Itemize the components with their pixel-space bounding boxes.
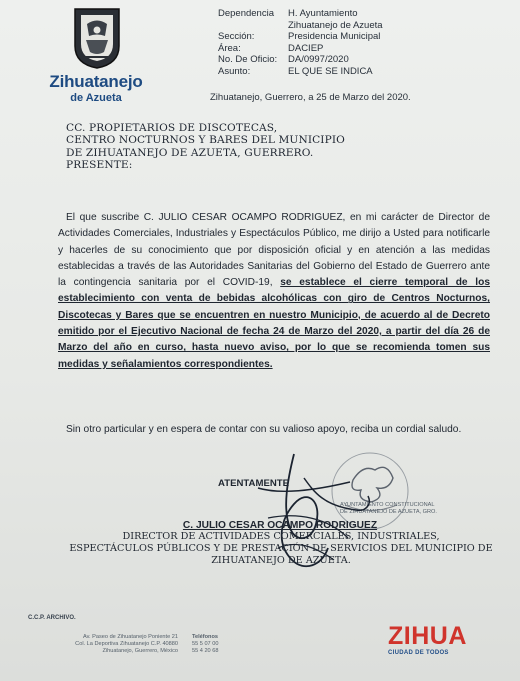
- brand-tagline: CIUDAD DE TODOS: [388, 650, 449, 656]
- header-row: [218, 66, 498, 78]
- header-label: Asunto:: [218, 65, 251, 77]
- signer-title-line: ESPECTÁCULOS PÚBLICOS Y DE PRESTACIÓN DE SERVICIOS DEL MUNICIPIO DE: [69, 543, 493, 554]
- signer-name: C. JULIO CESAR OCAMPO RODRIGUEZ: [182, 520, 378, 531]
- addressee-line: CENTRO NOCTURNOS Y BARES DEL MUNICIPIO: [66, 134, 345, 147]
- closing-salutation: ATENTAMENTE: [218, 478, 290, 489]
- letter-header: [218, 8, 498, 78]
- signer-title-line: DIRECTOR DE ACTIVIDADES COMERCIALES, INDUSTRIALES,: [122, 531, 440, 542]
- body-text-emphasis: se establece el cierre temporal de los establecimiento con venta de bebidas alcohólicas con giro de Centros Nocturnos, Discotecas y Bares que se encuentren en nuestro Municipio, de acuerdo al de Decreto emitido por el Ejecutivo Nacional de fecha 24 de Marzo del 2020, a partir del día 26 de Marzo del año en curso, hasta nuevo aviso, por lo que se recomienda tomen sus medidas y señalamientos correspondientes.: [58, 277, 490, 370]
- address-line: Col. La Deportiva Zihuatanejo C.P. 40880: [75, 641, 178, 648]
- phone-number: 55 4 20 68: [192, 648, 219, 655]
- signer-title: [66, 531, 496, 567]
- header-label: Dependencia: [218, 8, 274, 19]
- header-label: No. De Oficio:: [218, 54, 278, 66]
- header-value: Presidencia Municipal: [288, 31, 381, 43]
- header-value: H. Ayuntamiento: [288, 8, 358, 19]
- header-value: DACIEP: [288, 42, 324, 54]
- ccp-line: C.C.P. ARCHIVO.: [28, 615, 76, 621]
- brand-wordmark: ZIHUA: [388, 622, 467, 650]
- header-label: [218, 20, 288, 32]
- logo-name: Zihuatanejo: [49, 72, 143, 91]
- footer-phones: [192, 634, 252, 656]
- addressee-block: [66, 122, 486, 172]
- phone-number: 55 5 07 00: [192, 641, 219, 648]
- header-value: EL QUE SE INDICA: [288, 65, 373, 77]
- body-text-plain: El que suscribe C. JULIO CESAR OCAMPO RODRIGUEZ, en mi carácter de Director de Actividades Comerciales, Industriales y Espectáculos Público, me dirijo a Usted para notificarle y hacerles de su conocimiento que por disposición oficial y en atención a las medidas establecidas a través de las Autoridades Sanitarias del Gobierno del Estado de Guerrero ante la contingencia sanitaria por el COVID-19,: [58, 212, 490, 289]
- closing-paragraph: Sin otro particular y en espera de contar con su valioso apoyo, reciba un cordial saludo.: [66, 424, 462, 435]
- addressee-line: CC. PROPIETARIOS DE DISCOTECAS,: [66, 122, 278, 134]
- address-line: Zihuatanejo, Guerrero, México: [102, 648, 178, 655]
- phone-label: Teléfonos: [192, 634, 219, 640]
- logo-subname: de Azueta: [70, 92, 122, 104]
- header-row: [218, 43, 498, 55]
- header-label: Sección:: [218, 31, 255, 43]
- header-value: Zihuatanejo de Azueta: [288, 19, 383, 31]
- header-label: Área:: [218, 42, 241, 54]
- addressee-line: DE ZIHUATANEJO DE AZUETA, GUERRERO.: [66, 146, 314, 159]
- place-date: Zihuatanejo, Guerrero, a 25 de Marzo del 2020.: [210, 92, 411, 103]
- municipal-shield-icon: [72, 6, 122, 70]
- address-line: Av. Paseo de Zihuatanejo Poniente 21: [83, 634, 178, 640]
- brand-logo: [388, 622, 500, 656]
- body-paragraph: [58, 210, 490, 373]
- header-row: [218, 8, 498, 20]
- header-value: DA/0997/2020: [288, 54, 349, 66]
- seal-text: AYUNTAMIENTO CONSTITUCIONAL DE ZIHUATANEJO DE AZUETA, GRO.: [340, 502, 437, 516]
- footer-address: [18, 634, 178, 656]
- header-row: [218, 54, 498, 66]
- addressee-line: PRESENTE:: [66, 159, 133, 172]
- header-row: [218, 20, 498, 32]
- signer-title-line: ZIHUATANEJO DE AZUETA.: [211, 555, 351, 566]
- header-row: [218, 31, 498, 43]
